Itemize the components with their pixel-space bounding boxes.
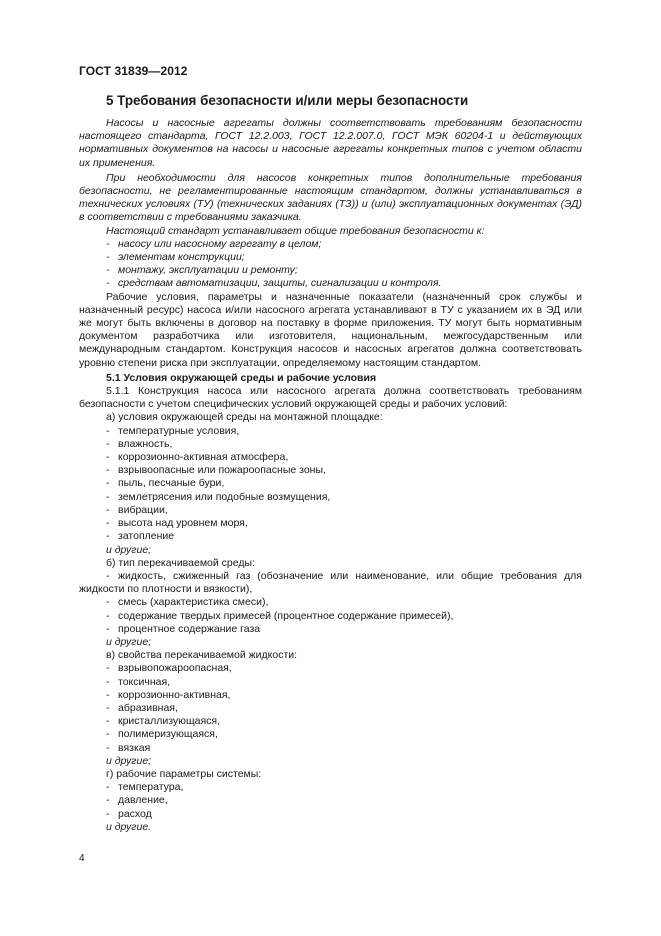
group-a-list [79,425,582,544]
group-a-end: и другие; [106,543,152,556]
document-body [79,117,582,834]
clause-5-1-1: 5.1.1 Конструкция насоса или насосного агрегата должна соответствовать требованиям безопасности с учетом специфических условий окружающей среды и рабочих условий: [79,385,582,411]
group-c-label: в) свойства перекачиваемой жидкости: [106,649,298,662]
list-item: - монтажу, эксплуатации и ремонту; [106,264,298,277]
list-item: - вибрации, [106,503,168,516]
list-item: - пыль, песчаные бури, [106,477,225,490]
group-b-label: б) тип перекачиваемой среды: [106,556,255,569]
group-d-label: г) рабочие параметры системы: [106,767,262,780]
list-item: - температурные условия, [106,424,240,437]
list-item: - землетрясения или подобные возмущения, [106,490,331,503]
list-item: - температура, [106,781,184,794]
list-item: - вязкая [106,741,151,754]
group-b-long-item: - жидкость, сжиженный газ (обозначение или наименование, или общие требования для жидкости по плотности и вязкости), [79,569,582,596]
list-item: - высота над уровнем моря, [106,517,248,530]
list-item: - коррозионно-активная, [106,688,231,701]
paragraph-1: Насосы и насосные агрегаты должны соответствовать требованиям безопасности настоящего стандарта, ГОСТ 12.2.003, ГОСТ 12.2.007.0, ГОСТ МЭК 60204-1 и действующих нормативных документов на насосы и насосные агрегаты конкретных типов с учетом области их применения. [79,117,582,169]
list-item: - средствам автоматизации, защиты, сигнализации и контроля. [106,277,442,290]
group-c-list [79,662,582,754]
group-d-end: и другие. [106,820,152,833]
group-d-list [79,781,582,821]
safety-list [79,238,582,291]
list-item: - взрывоопасные или пожароопасные зоны, [106,464,326,477]
page-number: 4 [79,853,85,864]
list-item: - смесь (характеристика смеси), [106,596,269,609]
group-b-end: и другие; [106,635,152,648]
list-item: - насосу или насосному агрегату в целом; [106,237,322,250]
group-a-label: а) условия окружающей среды на монтажной площадке: [106,411,383,424]
list-item: - затопление [106,530,175,543]
group-c-end: и другие; [106,754,152,767]
list-item: - токсичная, [106,675,171,688]
section-title: 5 Требования безопасности и/или меры безопасности [106,93,469,108]
group-b-list [79,596,582,636]
list-item: - расход [106,807,152,820]
list-item: - полимеризующаяся, [106,728,218,741]
paragraph-2: При необходимости для насосов конкретных типов дополнительные требования безопасности, не регламентированные настоящим стандартом, должны устанавливаться в технических условиях (ТУ) (технических заданиях (ТЗ)) и (или) эксплуатационных документах (ЭД) в соответствии с требованиями заказчика. [79,171,582,224]
list-item: - элементам конструкции; [106,251,245,264]
paragraph-3: Настоящий стандарт устанавливает общие требования безопасности к: [106,224,485,237]
list-item: - абразивная, [106,701,178,714]
list-item: - процентное содержание газа [106,622,261,635]
paragraph-4: Рабочие условия, параметры и назначенные показатели (назначенный срок службы и назначенный ресурс) насоса и/или насосного агрегата устанавливают в ТУ с указанием их в ЭД или же могут быть включены в договор на поставку в форме приложения. ТУ могут быть нормативным документом разработчика или изготовителя, национальным, межгосударственным или международным стандартом. Конструкция насосов и насосных агрегатов должна соответствовать уровню степени риска при эксплуатации, определяемому настоящим стандартом. [79,290,582,369]
list-item: - взрывопожароопасная, [106,662,232,675]
list-item: - давление, [106,794,168,807]
subsection-title: 5.1 Условия окружающей среды и рабочие условия [106,371,377,384]
list-item: - кристаллизующаяся, [106,715,221,728]
list-item: - влажность, [106,437,173,450]
list-item: - коррозионно-активная атмосфера, [106,451,289,464]
document-header-id: ГОСТ 31839—2012 [79,64,188,78]
list-item: - содержание твердых примесей (процентное содержание примесей), [106,609,454,622]
